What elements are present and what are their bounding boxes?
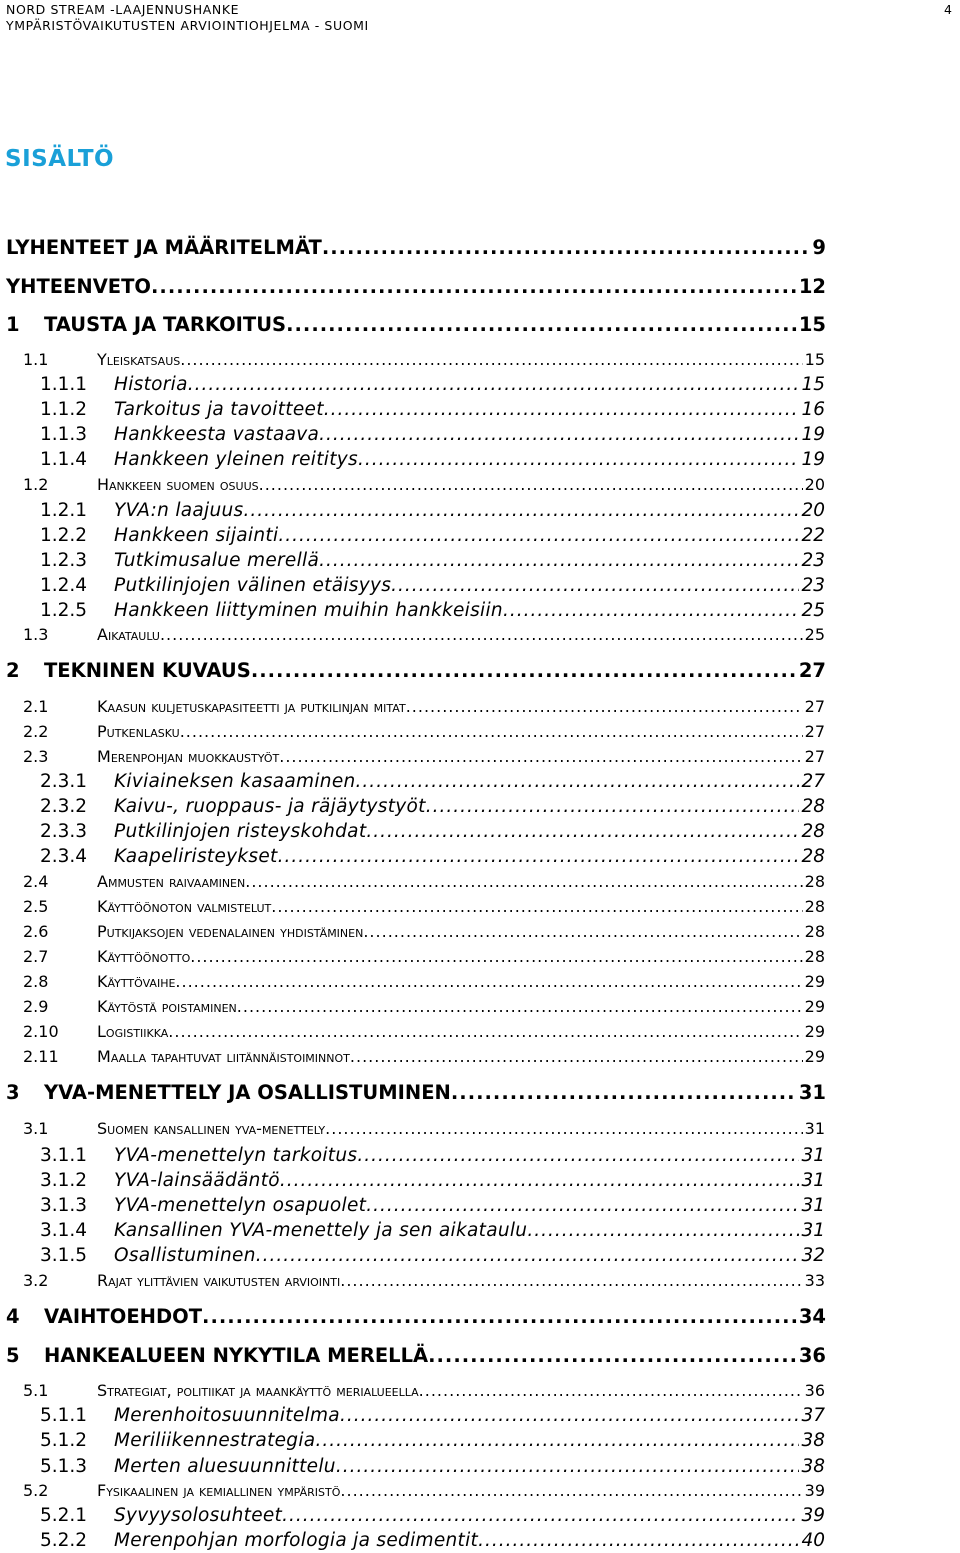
toc-entry-number: 2.11 — [23, 1047, 59, 1066]
toc-dot-leader — [160, 625, 803, 644]
toc-entry-number: 5 — [6, 1344, 20, 1367]
toc-entry-title: Kaapeliristeykset — [114, 846, 278, 867]
toc-entry-page: 31 — [798, 1081, 826, 1104]
toc-entry-number: 2.8 — [23, 972, 49, 991]
toc-entry-title: Meriliikennestrategia — [114, 1430, 316, 1451]
toc-entry[interactable] — [40, 1430, 825, 1451]
toc-entry-title: TAUSTA JA TARKOITUS — [44, 313, 287, 336]
toc-entry-number: 2.3.1 — [40, 771, 88, 792]
toc-entry-page: 23 — [801, 575, 825, 596]
toc-entry-page: 31 — [801, 1195, 825, 1216]
toc-entry-page: 28 — [801, 846, 825, 867]
toc-entry-page: 28 — [804, 922, 825, 941]
toc-dot-leader — [180, 350, 802, 369]
toc-entry[interactable] — [40, 1195, 825, 1216]
toc-entry-page: 20 — [804, 475, 825, 494]
toc-entry-title: YVA-menettelyn osapuolet — [114, 1195, 367, 1216]
toc-entry-page: 22 — [801, 525, 825, 546]
toc-dot-leader — [322, 236, 811, 259]
toc-entry-number: 1.2 — [23, 475, 49, 494]
toc-entry-number: 3.1.2 — [40, 1170, 88, 1191]
toc-entry-title: suomen kansallinen yva-menettely — [97, 1119, 326, 1138]
toc-entry-title: YVA-MENETTELY JA OSALLISTUMINEN — [44, 1081, 451, 1104]
toc-entry-page: 33 — [804, 1271, 825, 1290]
toc-entry[interactable] — [40, 1405, 825, 1426]
toc-entry[interactable] — [23, 1481, 825, 1500]
toc-entry-page: 27 — [804, 697, 825, 716]
header-project-name: NORD STREAM -LAAJENNUSHANKE — [6, 2, 240, 17]
toc-entry-page: 28 — [804, 897, 825, 916]
toc-entry-number: 5.1.1 — [40, 1405, 88, 1426]
toc-dot-leader — [419, 1381, 803, 1400]
toc-entry-title: Tutkimusalue merellä — [114, 550, 320, 571]
toc-entry[interactable] — [23, 475, 825, 494]
toc-entry-number: 3.1 — [23, 1119, 49, 1138]
toc-dot-leader — [259, 475, 803, 494]
toc-entry[interactable] — [40, 424, 825, 445]
toc-entry-page: 34 — [798, 1305, 826, 1328]
toc-entry-page: 36 — [804, 1381, 825, 1400]
toc-entry[interactable] — [23, 722, 825, 741]
toc-entry-page: 31 — [801, 1220, 825, 1241]
toc-entry-title: Merenpohjan morfologia ja sedimentit — [114, 1530, 479, 1551]
toc-dot-leader — [243, 500, 799, 521]
toc-entry-page: 25 — [804, 625, 825, 644]
toc-dot-leader — [251, 659, 797, 682]
header-document-name: YMPÄRISTÖVAIKUTUSTEN ARVIOINTIOHJELMA - SUOMI — [6, 18, 369, 33]
toc-entry-number: 1.1.1 — [40, 374, 88, 395]
toc-entry-number: 1.2.1 — [40, 500, 88, 521]
toc-entry[interactable] — [40, 399, 825, 420]
toc-entry-title: HANKEALUEEN NYKYTILA MERELLÄ — [44, 1344, 429, 1367]
toc-entry-title: Historia — [114, 374, 188, 395]
toc-entry-page: 39 — [801, 1505, 825, 1526]
toc-title: SISÄLTÖ — [5, 146, 115, 172]
toc-entry-title: LYHENTEET JA MÄÄRITELMÄT — [6, 236, 322, 259]
toc-entry-title: rajat ylittävien vaikutusten arviointi — [97, 1271, 341, 1290]
toc-entry[interactable] — [40, 575, 825, 596]
toc-dot-leader — [280, 1170, 800, 1191]
toc-entry-number: 2.6 — [23, 922, 49, 941]
toc-entry[interactable] — [40, 1170, 825, 1191]
toc-dot-leader — [256, 1245, 800, 1266]
toc-dot-leader — [503, 600, 799, 621]
toc-entry[interactable] — [23, 350, 825, 369]
toc-entry[interactable] — [6, 659, 826, 682]
toc-entry-number: 2.7 — [23, 947, 49, 966]
toc-entry[interactable] — [6, 1344, 826, 1367]
toc-entry-page: 12 — [798, 275, 826, 298]
toc-entry-title: kaasun kuljetuskapasiteetti ja putkilinjan mitat — [97, 697, 406, 716]
toc-entry-page: 29 — [804, 1022, 825, 1041]
toc-entry-number: 2.3.2 — [40, 796, 88, 817]
toc-entry-page: 28 — [801, 796, 825, 817]
toc-entry-number: 3.1.1 — [40, 1145, 88, 1166]
toc-entry-page: 29 — [804, 997, 825, 1016]
toc-entry[interactable] — [40, 771, 825, 792]
toc-entry-number: 3.1.4 — [40, 1220, 88, 1241]
toc-entry[interactable] — [40, 374, 825, 395]
toc-entry-title: Kansallinen YVA-menettely ja sen aikataulu — [114, 1220, 528, 1241]
toc-entry-title: Osallistuminen — [114, 1245, 256, 1266]
toc-dot-leader — [350, 1047, 803, 1066]
toc-entry-title: Merten aluesuunnittelu — [114, 1456, 336, 1477]
toc-entry-number: 1.2.3 — [40, 550, 88, 571]
page-number: 4 — [944, 2, 952, 17]
toc-dot-leader — [340, 1405, 800, 1426]
toc-entry-number: 1.1.2 — [40, 399, 88, 420]
toc-entry-number: 2.3 — [23, 747, 49, 766]
toc-entry[interactable] — [40, 1505, 825, 1526]
toc-entry[interactable] — [40, 1220, 825, 1241]
toc-entry[interactable] — [6, 236, 826, 259]
toc-dot-leader — [357, 1145, 799, 1166]
toc-dot-leader — [175, 972, 802, 991]
toc-entry-title: YVA-menettelyn tarkoitus — [114, 1145, 358, 1166]
toc-dot-leader — [237, 997, 803, 1016]
toc-entry-page: 23 — [801, 550, 825, 571]
toc-entry[interactable] — [23, 1271, 825, 1290]
toc-entry[interactable] — [6, 313, 826, 336]
toc-entry[interactable] — [40, 1145, 825, 1166]
toc-entry-page: 15 — [801, 374, 825, 395]
toc-entry-number: 4 — [6, 1305, 20, 1328]
toc-entry-title: TEKNINEN KUVAUS — [44, 659, 251, 682]
toc-entry-page: 19 — [801, 449, 825, 470]
toc-dot-leader — [527, 1220, 799, 1241]
toc-entry-title: YHTEENVETO — [6, 275, 151, 298]
toc-dot-leader — [358, 449, 800, 470]
toc-dot-leader — [188, 374, 800, 395]
toc-entry-title: Hankkeen liittyminen muihin hankkeisiin — [114, 600, 503, 621]
toc-dot-leader — [202, 1305, 797, 1328]
toc-entry-page: 31 — [804, 1119, 825, 1138]
toc-entry-title: Tarkoitus ja tavoitteet — [114, 399, 324, 420]
toc-entry[interactable] — [23, 697, 825, 716]
toc-dot-leader — [282, 1505, 799, 1526]
toc-dot-leader — [426, 796, 800, 817]
toc-entry-number: 2.2 — [23, 722, 49, 741]
toc-dot-leader — [336, 1456, 800, 1477]
toc-entry-number: 5.2.1 — [40, 1505, 88, 1526]
toc-dot-leader — [278, 525, 799, 546]
toc-entry[interactable] — [40, 525, 825, 546]
toc-entry[interactable] — [23, 922, 825, 941]
toc-entry-title: hankkeen suomen osuus — [97, 475, 259, 494]
toc-entry-number: 2.5 — [23, 897, 49, 916]
toc-entry-number: 1.1 — [23, 350, 49, 369]
toc-dot-leader — [406, 697, 803, 716]
toc-entry[interactable] — [23, 947, 825, 966]
toc-dot-leader — [451, 1081, 797, 1104]
toc-entry[interactable] — [23, 747, 825, 766]
toc-entry-title: ammusten raivaaminen — [97, 872, 246, 891]
document-header — [6, 2, 369, 34]
toc-entry-title: käyttövaihe — [97, 972, 176, 991]
toc-entry-title: käytöstä poistaminen — [97, 997, 237, 1016]
toc-entry-number: 1.2.4 — [40, 575, 88, 596]
toc-entry-number: 1.1.4 — [40, 449, 88, 470]
toc-entry-title: logistiikka — [97, 1022, 169, 1041]
toc-entry-page: 20 — [801, 500, 825, 521]
toc-entry-page: 27 — [804, 722, 825, 741]
toc-entry-number: 3 — [6, 1081, 20, 1104]
toc-dot-leader — [478, 1530, 799, 1551]
toc-dot-leader — [340, 1481, 802, 1500]
toc-entry[interactable] — [40, 500, 825, 521]
toc-entry-title: Kiviaineksen kasaaminen — [114, 771, 356, 792]
toc-dot-leader — [319, 424, 799, 445]
toc-entry-number: 5.2 — [23, 1481, 49, 1500]
toc-dot-leader — [190, 947, 802, 966]
toc-entry-page: 28 — [804, 872, 825, 891]
toc-entry[interactable] — [40, 1456, 825, 1477]
toc-entry-title: aikataulu — [97, 625, 160, 644]
toc-entry-number: 2.3.3 — [40, 821, 88, 842]
toc-entry-page: 28 — [801, 821, 825, 842]
toc-dot-leader — [366, 1195, 799, 1216]
toc-entry-title: Hankkeen yleinen reititys — [114, 449, 358, 470]
toc-entry[interactable] — [6, 1081, 826, 1104]
toc-entry[interactable] — [40, 449, 825, 470]
toc-entry[interactable] — [23, 625, 825, 644]
toc-dot-leader — [279, 747, 802, 766]
toc-entry-page: 38 — [801, 1430, 825, 1451]
toc-dot-leader — [356, 771, 800, 792]
toc-entry-title: Hankkeen sijainti — [114, 525, 279, 546]
toc-entry-page: 27 — [801, 771, 825, 792]
toc-entry[interactable] — [23, 897, 825, 916]
toc-entry-number: 2.10 — [23, 1022, 59, 1041]
toc-entry-number: 3.1.5 — [40, 1245, 88, 1266]
toc-entry[interactable] — [40, 846, 825, 867]
toc-entry-title: Putkilinjojen välinen etäisyys — [114, 575, 392, 596]
toc-entry-number: 2 — [6, 659, 20, 682]
toc-entry-title: käyttöönoton valmistelut — [97, 897, 272, 916]
toc-entry-title: merenpohjan muokkaustyöt — [97, 747, 280, 766]
toc-entry-number: 5.1.2 — [40, 1430, 88, 1451]
toc-entry[interactable] — [40, 1245, 825, 1266]
toc-dot-leader — [325, 1119, 803, 1138]
toc-entry-title: käyttöönotto — [97, 947, 191, 966]
toc-entry-number: 1.2.5 — [40, 600, 88, 621]
toc-entry-page: 15 — [798, 313, 826, 336]
toc-dot-leader — [315, 1430, 799, 1451]
toc-entry-page: 29 — [804, 972, 825, 991]
toc-entry-page: 36 — [798, 1344, 826, 1367]
toc-dot-leader — [151, 275, 797, 298]
toc-entry-page: 19 — [801, 424, 825, 445]
toc-entry-title: maalla tapahtuvat liitännäistoiminnot — [97, 1047, 350, 1066]
toc-entry-page: 31 — [801, 1145, 825, 1166]
toc-entry-title: Syvyysolosuhteet — [114, 1505, 283, 1526]
toc-dot-leader — [245, 872, 802, 891]
toc-entry[interactable] — [23, 997, 825, 1016]
toc-entry-page: 27 — [798, 659, 826, 682]
toc-entry-number: 1.3 — [23, 625, 49, 644]
toc-entry-title: Kaivu-, ruoppaus- ja räjäytystyöt — [114, 796, 426, 817]
toc-entry[interactable] — [23, 972, 825, 991]
toc-entry-page: 31 — [801, 1170, 825, 1191]
toc-entry-number: 1.2.2 — [40, 525, 88, 546]
toc-entry-page: 16 — [801, 399, 825, 420]
toc-entry-title: Merenhoitosuunnitelma — [114, 1405, 340, 1426]
toc-dot-leader — [363, 922, 802, 941]
toc-dot-leader — [324, 399, 800, 420]
toc-entry[interactable] — [23, 1381, 825, 1400]
toc-entry-number: 5.2.2 — [40, 1530, 88, 1551]
toc-entry[interactable] — [40, 821, 825, 842]
toc-entry-page: 28 — [804, 947, 825, 966]
toc-entry-title: strategiat, politiikat ja maankäyttö merialueella — [97, 1381, 419, 1400]
toc-entry[interactable] — [23, 1119, 825, 1138]
toc-entry-page: 38 — [801, 1456, 825, 1477]
toc-entry-number: 2.9 — [23, 997, 49, 1016]
toc-entry-title: putkenlasku — [97, 722, 180, 741]
toc-entry-title: yleiskatsaus — [97, 350, 181, 369]
toc-entry-page: 25 — [801, 600, 825, 621]
toc-dot-leader — [168, 1022, 802, 1041]
toc-entry-number: 1.1.3 — [40, 424, 88, 445]
toc-entry-number: 1 — [6, 313, 20, 336]
toc-dot-leader — [180, 722, 803, 741]
toc-entry-page: 32 — [801, 1245, 825, 1266]
toc-entry[interactable] — [40, 796, 825, 817]
toc-entry-page: 37 — [801, 1405, 825, 1426]
toc-entry-page: 39 — [804, 1481, 825, 1500]
toc-entry-number: 5.1.3 — [40, 1456, 88, 1477]
toc-entry-page: 27 — [804, 747, 825, 766]
toc-entry-page: 29 — [804, 1047, 825, 1066]
toc-entry[interactable] — [6, 1305, 826, 1328]
toc-entry-title: Hankkeesta vastaava — [114, 424, 320, 445]
toc-entry[interactable] — [23, 1047, 825, 1066]
toc-dot-leader — [340, 1271, 802, 1290]
toc-entry[interactable] — [23, 872, 825, 891]
toc-entry-number: 2.4 — [23, 872, 49, 891]
toc-entry-title: fysikaalinen ja kemiallinen ympäristö — [97, 1481, 341, 1500]
toc-dot-leader — [278, 846, 800, 867]
toc-dot-leader — [391, 575, 799, 596]
toc-dot-leader — [366, 821, 799, 842]
toc-dot-leader — [286, 313, 797, 336]
toc-dot-leader — [271, 897, 802, 916]
toc-entry-number: 3.2 — [23, 1271, 49, 1290]
toc-entry-number: 2.1 — [23, 697, 49, 716]
toc-entry[interactable] — [40, 1530, 825, 1551]
toc-entry-title: Putkilinjojen risteyskohdat — [114, 821, 367, 842]
toc-entry[interactable] — [40, 600, 825, 621]
toc-entry-page: 9 — [812, 236, 826, 259]
toc-entry-title: YVA-lainsäädäntö — [114, 1170, 280, 1191]
toc-entry[interactable] — [23, 1022, 825, 1041]
toc-entry[interactable] — [6, 275, 826, 298]
toc-entry-number: 3.1.3 — [40, 1195, 88, 1216]
toc-entry-title: YVA:n laajuus — [114, 500, 244, 521]
toc-entry-title: putkijaksojen vedenalainen yhdistäminen — [97, 922, 364, 941]
toc-entry-title: VAIHTOEHDOT — [44, 1305, 203, 1328]
toc-entry-number: 2.3.4 — [40, 846, 88, 867]
toc-entry[interactable] — [40, 550, 825, 571]
toc-entry-page: 15 — [804, 350, 825, 369]
toc-entry-number: 5.1 — [23, 1381, 49, 1400]
toc-entry-page: 40 — [801, 1530, 825, 1551]
toc-dot-leader — [428, 1344, 797, 1367]
toc-dot-leader — [319, 550, 799, 571]
